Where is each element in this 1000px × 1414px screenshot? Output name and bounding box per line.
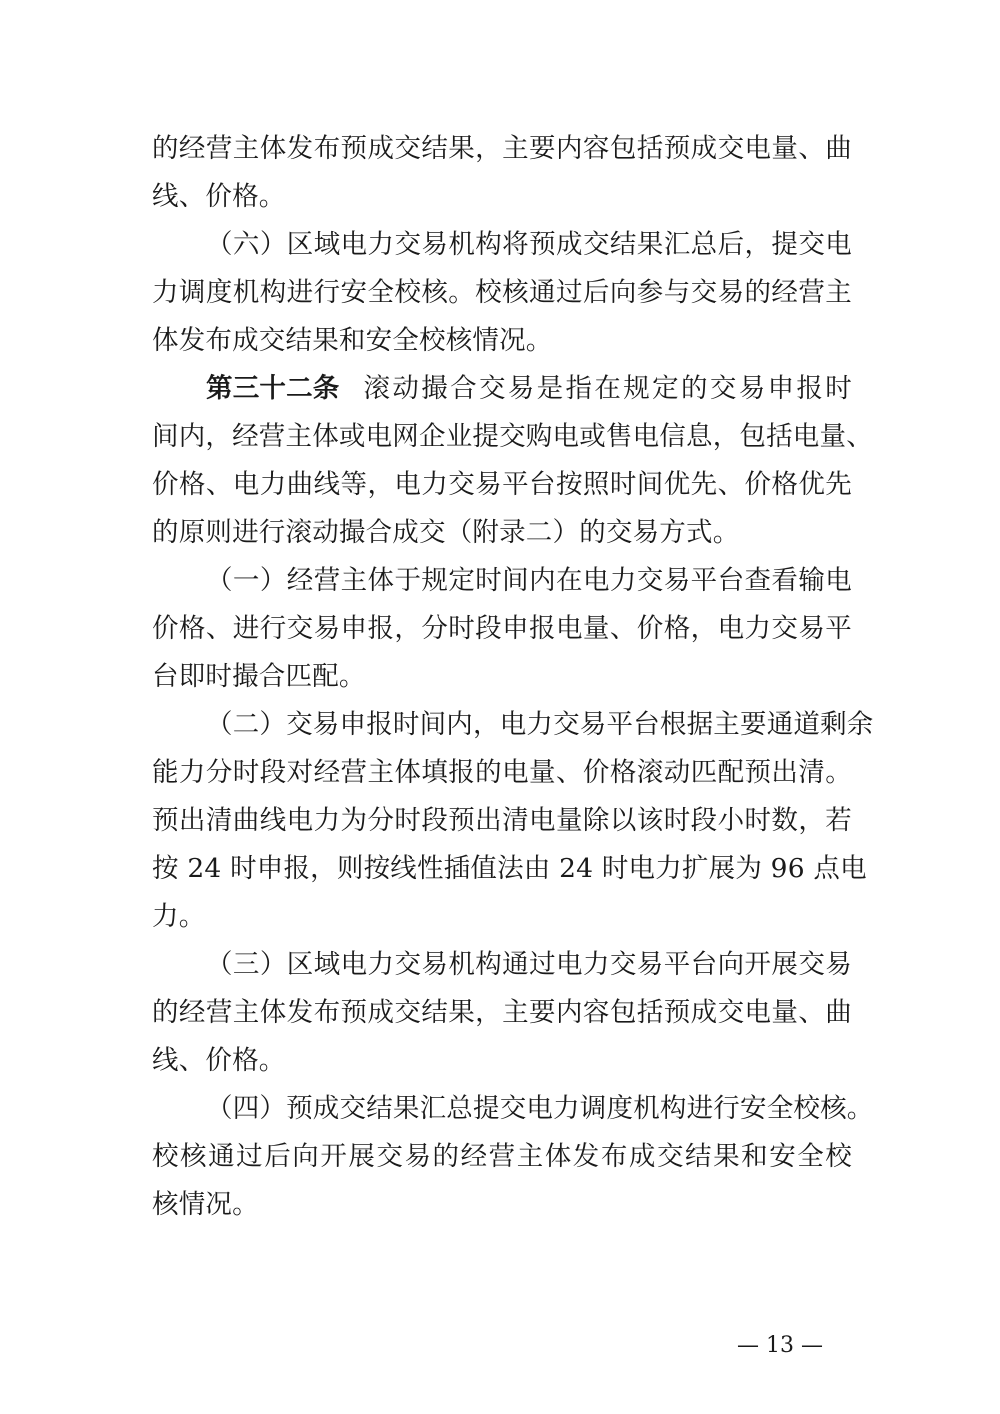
text-line: 滚动撮合交易是指在规定的交易申报时 xyxy=(363,373,852,404)
text-line: 价格、电力曲线等，电力交易平台按照时间优先、价格优先 xyxy=(152,469,852,500)
article-heading: 第三十二条 xyxy=(206,373,340,404)
text-line: 的经营主体发布预成交结果，主要内容包括预成交电量、曲 xyxy=(152,133,852,164)
text-line: 核情况。 xyxy=(152,1189,259,1220)
text-line: （四）预成交结果汇总提交电力调度机构进行安全校核。 xyxy=(206,1093,874,1124)
text-line: 体发布成交结果和安全校核情况。 xyxy=(152,325,553,356)
article-line xyxy=(206,373,852,405)
text-line: 预出清曲线电力为分时段预出清电量除以该时段小时数，若 xyxy=(152,805,852,836)
text-line: 的原则进行滚动撮合成交（附录二）的交易方式。 xyxy=(152,517,740,548)
text-line: （三）区域电力交易机构通过电力交易平台向开展交易 xyxy=(206,949,852,980)
text-line: 力。 xyxy=(152,901,206,932)
text-line: （六）区域电力交易机构将预成交结果汇总后，提交电 xyxy=(206,229,852,260)
text-line: 校核通过后向开展交易的经营主体发布成交结果和安全校 xyxy=(152,1141,852,1172)
text-line: 线、价格。 xyxy=(152,181,286,212)
text-line: 线、价格。 xyxy=(152,1045,286,1076)
text-line: 力调度机构进行安全校核。校核通过后向参与交易的经营主 xyxy=(152,277,852,308)
text-line: 价格、进行交易申报，分时段申报电量、价格，电力交易平 xyxy=(152,613,852,644)
text-line: 间内，经营主体或电网企业提交购电或售电信息，包括电量、 xyxy=(152,421,873,452)
text-line: 按 24 时申报，则按线性插值法由 24 时电力扩展为 96 点电 xyxy=(152,853,867,884)
text-line: 能力分时段对经营主体填报的电量、价格滚动匹配预出清。 xyxy=(152,757,852,788)
text-line: 台即时撮合匹配。 xyxy=(152,661,366,692)
text-line: 的经营主体发布预成交结果，主要内容包括预成交电量、曲 xyxy=(152,997,852,1028)
text-line: （一）经营主体于规定时间内在电力交易平台查看输电 xyxy=(206,565,852,596)
page-number: — 13 — xyxy=(737,1333,823,1358)
text-line: （二）交易申报时间内，电力交易平台根据主要通道剩余 xyxy=(206,709,874,740)
